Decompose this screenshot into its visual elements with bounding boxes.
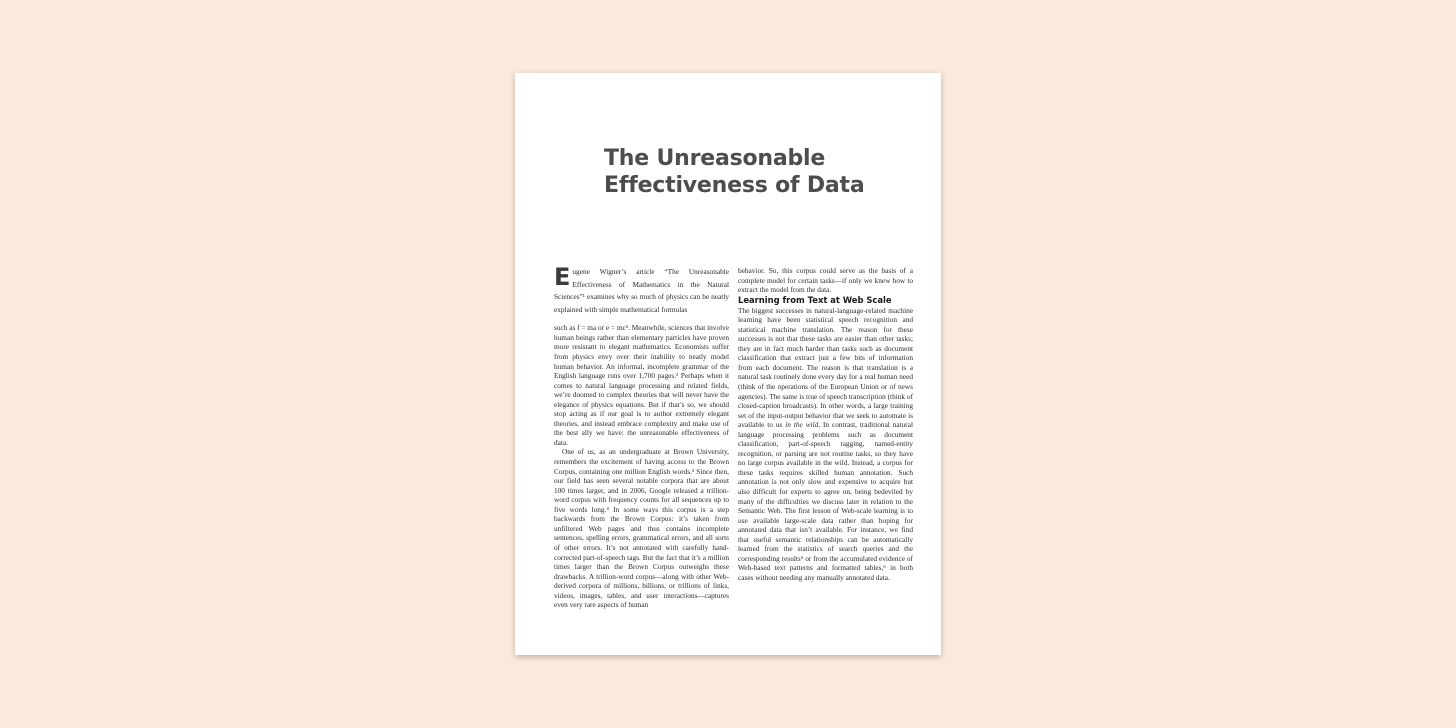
drop-cap: E: [554, 263, 571, 291]
body-paragraph: behavior. So, this corpus could serve as the basis of a complete model for certain tasks—if only we knew how to extract the model from the data.: [738, 266, 913, 295]
body-paragraph: [738, 306, 913, 583]
lead-paragraph: [554, 263, 729, 316]
left-column: [554, 263, 729, 610]
paragraph-text: The biggest successes in natural-language-related machine learning have been statistical speech recognition and statistical machine translation. The reason for these successes is not that these tasks are easier than other tasks; they are in fact much harder than tasks such as document classification that extract just a few bits of information from each document. The reason is that translation is a natural task routinely done every day for a real human need (think of the operations of the European Union or of news agencies). The same is true of speech transcription (think of closed-caption broadcasts). In other words, a large training set of the input-output behavior that we seek to automate is available to us: [738, 305, 913, 430]
emphasis-text: in the wild: [785, 420, 819, 430]
right-column: [738, 266, 913, 583]
article-title: [604, 145, 924, 199]
paper-page: [515, 73, 941, 655]
body-paragraph: such as f = ma or e = mc². Meanwhile, sciences that involve human beings rather than elementary particles have proven more resistant to elegant mathematics. Economists suffer from physics envy over their inability to neatly model human behavior. An informal, incomplete grammar of the English language runs over 1,700 pages.² Perhaps when it comes to natural language processing and related fields, we’re doomed to complex theories that will never have the elegance of physics equations. But if that’s so, we should stop acting as if our goal is to author extremely elegant theories, and instead embrace complexity and make use of the best ally we have: the unreasonable effectiveness of data.: [554, 323, 729, 447]
section-heading: Learning from Text at Web Scale: [738, 294, 892, 305]
paragraph-text: . In contrast, traditional natural language processing problems such as document classification, part-of-speech tagging, named-entity recognition, or parsing are not routine tasks, so they have no large corpus available in the wild. Instead, a corpus for these tasks requires skilled human annotation. Such annotation is not only slow and expensive to acquire but also difficult for experts to agree on, being bedeviled by many of the difficulties we discuss later in relation to the Semantic Web. The first lesson of Web-scale learning is to use available large-scale data rather than hoping for annotated data that isn’t available. For instance, we find that useful semantic relationships can be automatically learned from the statistics of search queries and the corresponding results⁵ or from the accumulated evidence of Web-based text patterns and formatted tables,⁶ in both cases without needing any manually annotated data.: [738, 420, 914, 582]
title-line-1: The Unreasonable: [604, 146, 826, 171]
title-line-2: Effectiveness of Data: [604, 173, 865, 198]
body-paragraph: One of us, as an undergraduate at Brown University, remembers the excitement of having access to the Brown Corpus, containing one million English words.³ Since then, our field has seen several notable corpora that are about 100 times larger, and in 2006, Google released a trillion-word corpus with frequency counts for all sequences up to five words long.⁴ In some ways this corpus is a step backwards from the Brown Corpus: it’s taken from unfiltered Web pages and thus contains incomplete sentences, spelling errors, grammatical errors, and all sorts of other errors. It’s not annotated with carefully hand-corrected part-of-speech tags. But the fact that it’s a million times larger than the Brown Corpus outweighs these drawbacks. A trillion-word corpus—along with other Web-derived corpora of millions, billions, or trillions of links, videos, images, tables, and user interactions—captures even very rare aspects of human: [554, 447, 729, 610]
lead-text: ugene Wigner’s article “The Unreasonable Effectiveness of Mathematics in the Natural Sciences”¹ examines why so much of physics can be neatly explained with simple mathematical formulas: [554, 267, 729, 314]
